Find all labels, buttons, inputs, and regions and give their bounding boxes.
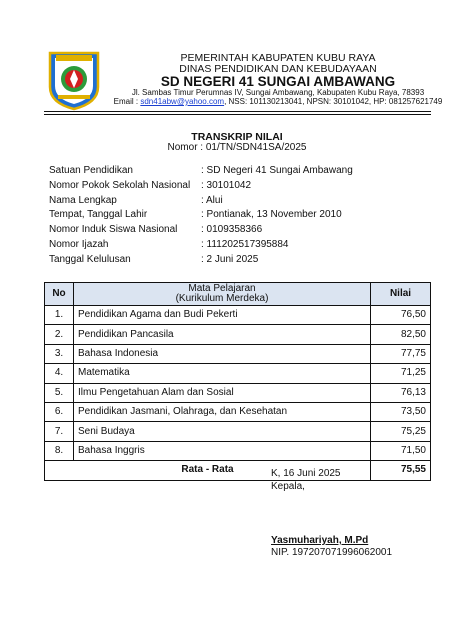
row-subject: Bahasa Inggris (74, 441, 371, 460)
info-label: Nomor Induk Siswa Nasional (49, 224, 178, 235)
table-row (45, 422, 431, 441)
school-name: SD NEGERI 41 SUNGAI AMBAWANG (160, 74, 396, 89)
letterhead-rule-thick (44, 111, 431, 112)
signature-date: K, 16 Juni 2025 (271, 468, 341, 479)
info-label: Satuan Pendidikan (49, 165, 133, 176)
table-row (45, 441, 431, 460)
document-title: TRANSKRIP NILAI (191, 131, 283, 143)
row-value: 77,75 (371, 344, 431, 363)
government-line: PEMERINTAH KABUPATEN KUBU RAYA (180, 52, 376, 64)
row-number: 6. (45, 402, 74, 421)
row-value: 73,50 (371, 402, 431, 421)
row-subject: Bahasa Indonesia (74, 344, 371, 363)
table-row (45, 325, 431, 344)
letterhead-rule-thin (44, 114, 431, 115)
signatory-name: Yasmuhariyah, M.Pd (271, 535, 369, 546)
info-value: : Pontianak, 13 November 2010 (201, 209, 342, 220)
row-value: 82,50 (371, 325, 431, 344)
row-value: 71,50 (371, 441, 431, 460)
average-label: Rata - Rata (45, 461, 371, 480)
row-value: 76,50 (371, 306, 431, 325)
row-number: 8. (45, 441, 74, 460)
info-value: : Alui (201, 195, 223, 206)
row-subject: Pendidikan Pancasila (74, 325, 371, 344)
info-value: : 111202517395884 (201, 239, 289, 250)
row-value: 76,13 (371, 383, 431, 402)
info-value: : 2 Juni 2025 (201, 254, 259, 265)
header-no: No (45, 283, 74, 306)
info-value: : 30101042 (201, 180, 252, 191)
header-value: Nilai (371, 283, 431, 306)
row-number: 7. (45, 422, 74, 441)
row-number: 1. (45, 306, 74, 325)
header-subject-line2: (Kurikulum Merdeka) (175, 293, 269, 304)
row-number: 3. (45, 344, 74, 363)
row-subject: Matematika (74, 364, 371, 383)
info-value: : SD Negeri 41 Sungai Ambawang (201, 165, 353, 176)
row-subject: Pendidikan Agama dan Budi Pekerti (74, 306, 371, 325)
row-number: 4. (45, 364, 74, 383)
info-value: : 0109358366 (201, 224, 263, 235)
table-row (45, 402, 431, 421)
average-row (45, 461, 431, 480)
table-row (45, 306, 431, 325)
info-label: Nama Lengkap (49, 195, 117, 206)
header-subject (74, 283, 371, 306)
row-subject: Seni Budaya (74, 422, 371, 441)
average-value: 75,55 (371, 461, 431, 480)
school-contact (88, 98, 468, 106)
info-label: Nomor Pokok Sekolah Nasional (49, 180, 191, 191)
email-link[interactable]: sdn41abw@yahoo.com (140, 97, 225, 106)
school-ids: , NSS: 101130213041, NPSN: 30101042, HP: 081257621749 (224, 97, 443, 106)
row-subject: Pendidikan Jasmani, Olahraga, dan Kesehatan (74, 402, 371, 421)
table-row (45, 344, 431, 363)
info-label: Nomor Ijazah (49, 239, 109, 250)
info-label: Tempat, Tanggal Lahir (49, 209, 148, 220)
document-number: Nomor : 01/TN/SDN41SA/2025 (167, 142, 307, 153)
table-row (45, 383, 431, 402)
header-subject-line1: Mata Pelajaran (188, 283, 256, 294)
signatory-nip: NIP. 197207071996062001 (271, 547, 393, 558)
table-row (45, 364, 431, 383)
row-number: 2. (45, 325, 74, 344)
row-value: 71,25 (371, 364, 431, 383)
row-number: 5. (45, 383, 74, 402)
row-subject: Ilmu Pengetahuan Alam dan Sosial (74, 383, 371, 402)
row-value: 75,25 (371, 422, 431, 441)
department-line: DINAS PENDIDIKAN DAN KEBUDAYAAN (179, 63, 377, 75)
table-header-row (45, 283, 431, 306)
grades-table (44, 282, 431, 481)
email-label: Email : (113, 97, 141, 106)
info-label: Tanggal Kelulusan (49, 254, 131, 265)
school-address: Jl. Sambas Timur Perumnas IV, Sungai Ambawang, Kabupaten Kubu Raya, 78393 (131, 88, 425, 97)
signature-role: Kepala, (271, 481, 305, 492)
